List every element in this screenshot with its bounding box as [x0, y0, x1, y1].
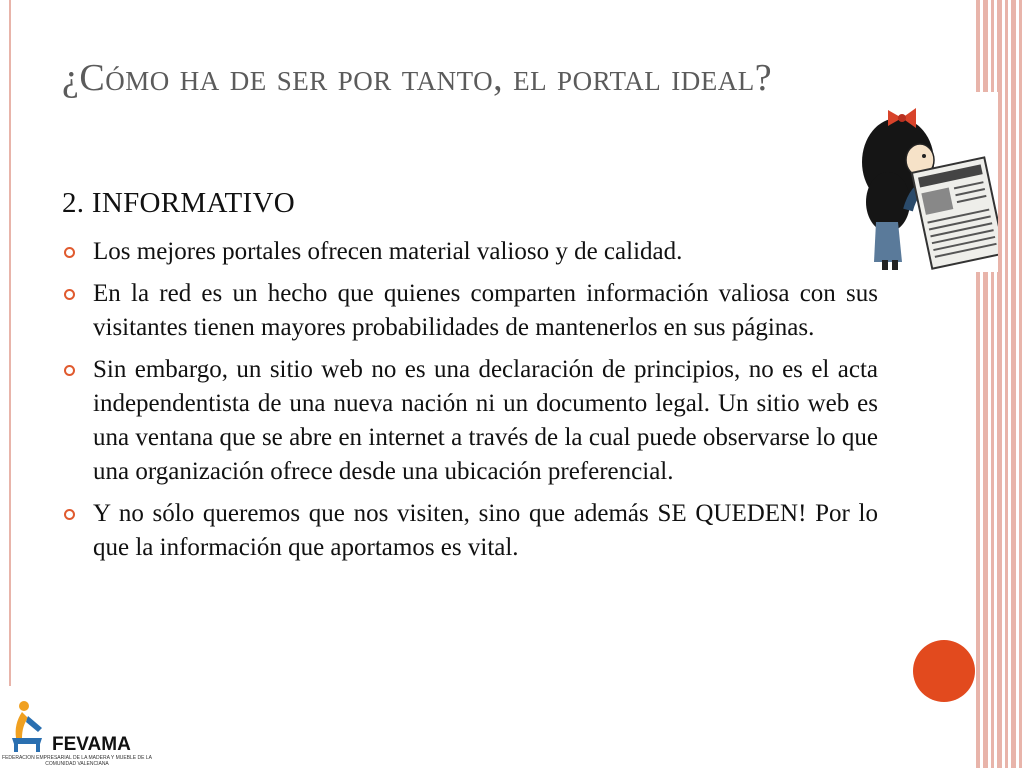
left-border-line — [9, 0, 11, 686]
fevama-logo — [0, 698, 160, 768]
bullet-item — [62, 353, 878, 489]
bullet-text: Y no sólo queremos que nos visiten, sino que además SE QUEDEN! Por lo que la información que aportamos es vital. — [93, 500, 878, 561]
bullet-circle-icon — [64, 289, 75, 300]
bullet-circle-icon — [64, 365, 75, 376]
chair-figure-icon — [2, 698, 54, 754]
girl-reading-newspaper-icon — [858, 92, 998, 272]
bullet-text: En la red es un hecho que quienes comparten información valiosa con sus visitantes tienen mayores probabilidades de mantenerlos en sus páginas. — [93, 280, 878, 341]
logo-subtitle: FEDERACION EMPRESARIAL DE LA MADERA Y MUEBLE DE LA COMUNIDAD VALENCIANA — [2, 755, 152, 767]
bullet-text: Los mejores portales ofrecen material valioso y de calidad. — [93, 238, 683, 265]
logo-name: FEVAMA — [52, 734, 131, 755]
section-heading: 2. INFORMATIVO — [62, 187, 295, 219]
bullet-circle-icon — [64, 247, 75, 258]
bullet-circle-icon — [64, 509, 75, 520]
slide-title: ¿Cómo ha de ser por tanto, el portal ideal? — [62, 57, 773, 99]
bullet-item — [62, 497, 878, 565]
orange-circle-decoration — [913, 640, 975, 702]
bullet-item — [62, 235, 878, 269]
bullet-text: Sin embargo, un sitio web no es una declaración de principios, no es el acta independentista de una nueva nación ni un documento legal. Un sitio web es una ventana que se abre en internet a través de la cual puede observarse lo que una organización ofrece desde una ubicación preferencial. — [93, 356, 878, 485]
bullet-item — [62, 277, 878, 345]
bullet-list — [62, 235, 878, 573]
